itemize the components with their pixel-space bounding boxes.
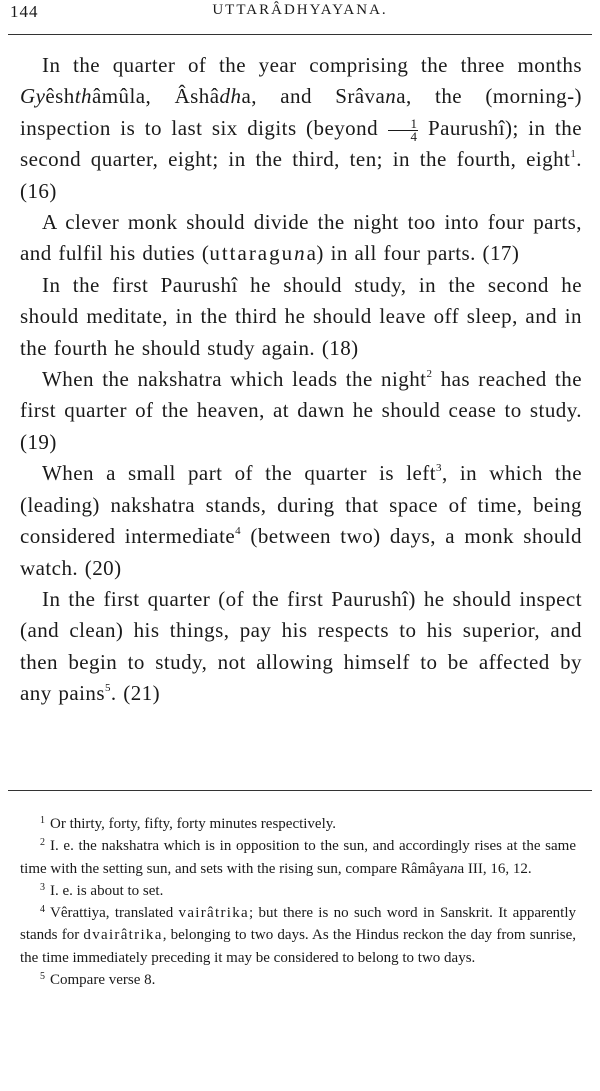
footnote-ref-3: 3: [436, 462, 442, 475]
verse-21: In the first quarter (of the first Paurushî) he should inspect (and clean) his things, pay his respects to his superior, and then begin to study, not allowing himself to be affected by any pains$^5$. (21): [20, 586, 582, 706]
running-title: UTTARÂDHYAYANA.: [212, 2, 388, 18]
page-header: [8, 2, 592, 24]
footnote-2: $^2$ I. e. the nakshatra which is in opposition to the sun, and accordingly rises at the same time with the setting sun, and sets with the rising sun, compare Râmâyana III, 16, 12.: [20, 837, 576, 877]
footnote-1: $^1$ Or thirty, forty, fifty, forty minutes respectively.: [40, 815, 337, 832]
fraction-one-quarter: $\frac{1}{4}$: [388, 118, 419, 143]
footnote-ref-5: 5: [104, 682, 111, 695]
footnote-5: $^5$ Compare verse 8.: [40, 971, 156, 989]
footnote-ref-1: 1: [570, 148, 577, 161]
footnote-4: $^4$ Vêrattiya, translated vairâtrika; but there is no such word in Sanskrit. It apparently stands for dvairâtrika, belonging to two days. As the Hindus reckon the day from sunrise, the time immediately preceding it may be considered to belong to two days.: [20, 904, 576, 966]
footnote-ref-4: 4: [235, 525, 242, 538]
footnote-rule: [8, 790, 592, 791]
page-number: 144: [10, 2, 39, 21]
verse-19: When the nakshatra which leads the night$^2$ has reached the first quarter of the heaven, at dawn he should cease to study. (19): [20, 367, 582, 454]
header-rule: [8, 34, 592, 35]
footnotes: [20, 813, 576, 991]
footnote-3: $^3$ I. e. is about to set.: [40, 881, 164, 899]
verse-20: When a small part of the quarter is left$^3$, in which the (leading) nakshatra stands, during that space of time, being considered intermediate$^4$ (between two) days, a monk should watch. (20): [20, 461, 582, 580]
verse-16: In the quarter of the year comprising the three months Gyêshthâmûla, Âshâdha, and Srâvana, the (morning-) inspection is to last six digits (beyond $\frac{1}{4}$ Paurushî); in the second quarter, eight; in the third, ten; in the fourth, eight$^1$. (16): [20, 53, 582, 203]
verse-17: A clever monk should divide the night too into four parts, and fulfil his duties (uttaraguna) in all four parts. (17): [20, 210, 582, 266]
verse-18: In the first Paurushî he should study, in the second he should meditate, in the third he should leave off sleep, and in the fourth he should study again. (18): [20, 272, 582, 360]
main-text: [20, 50, 582, 710]
footnote-ref-2: 2: [426, 368, 433, 381]
